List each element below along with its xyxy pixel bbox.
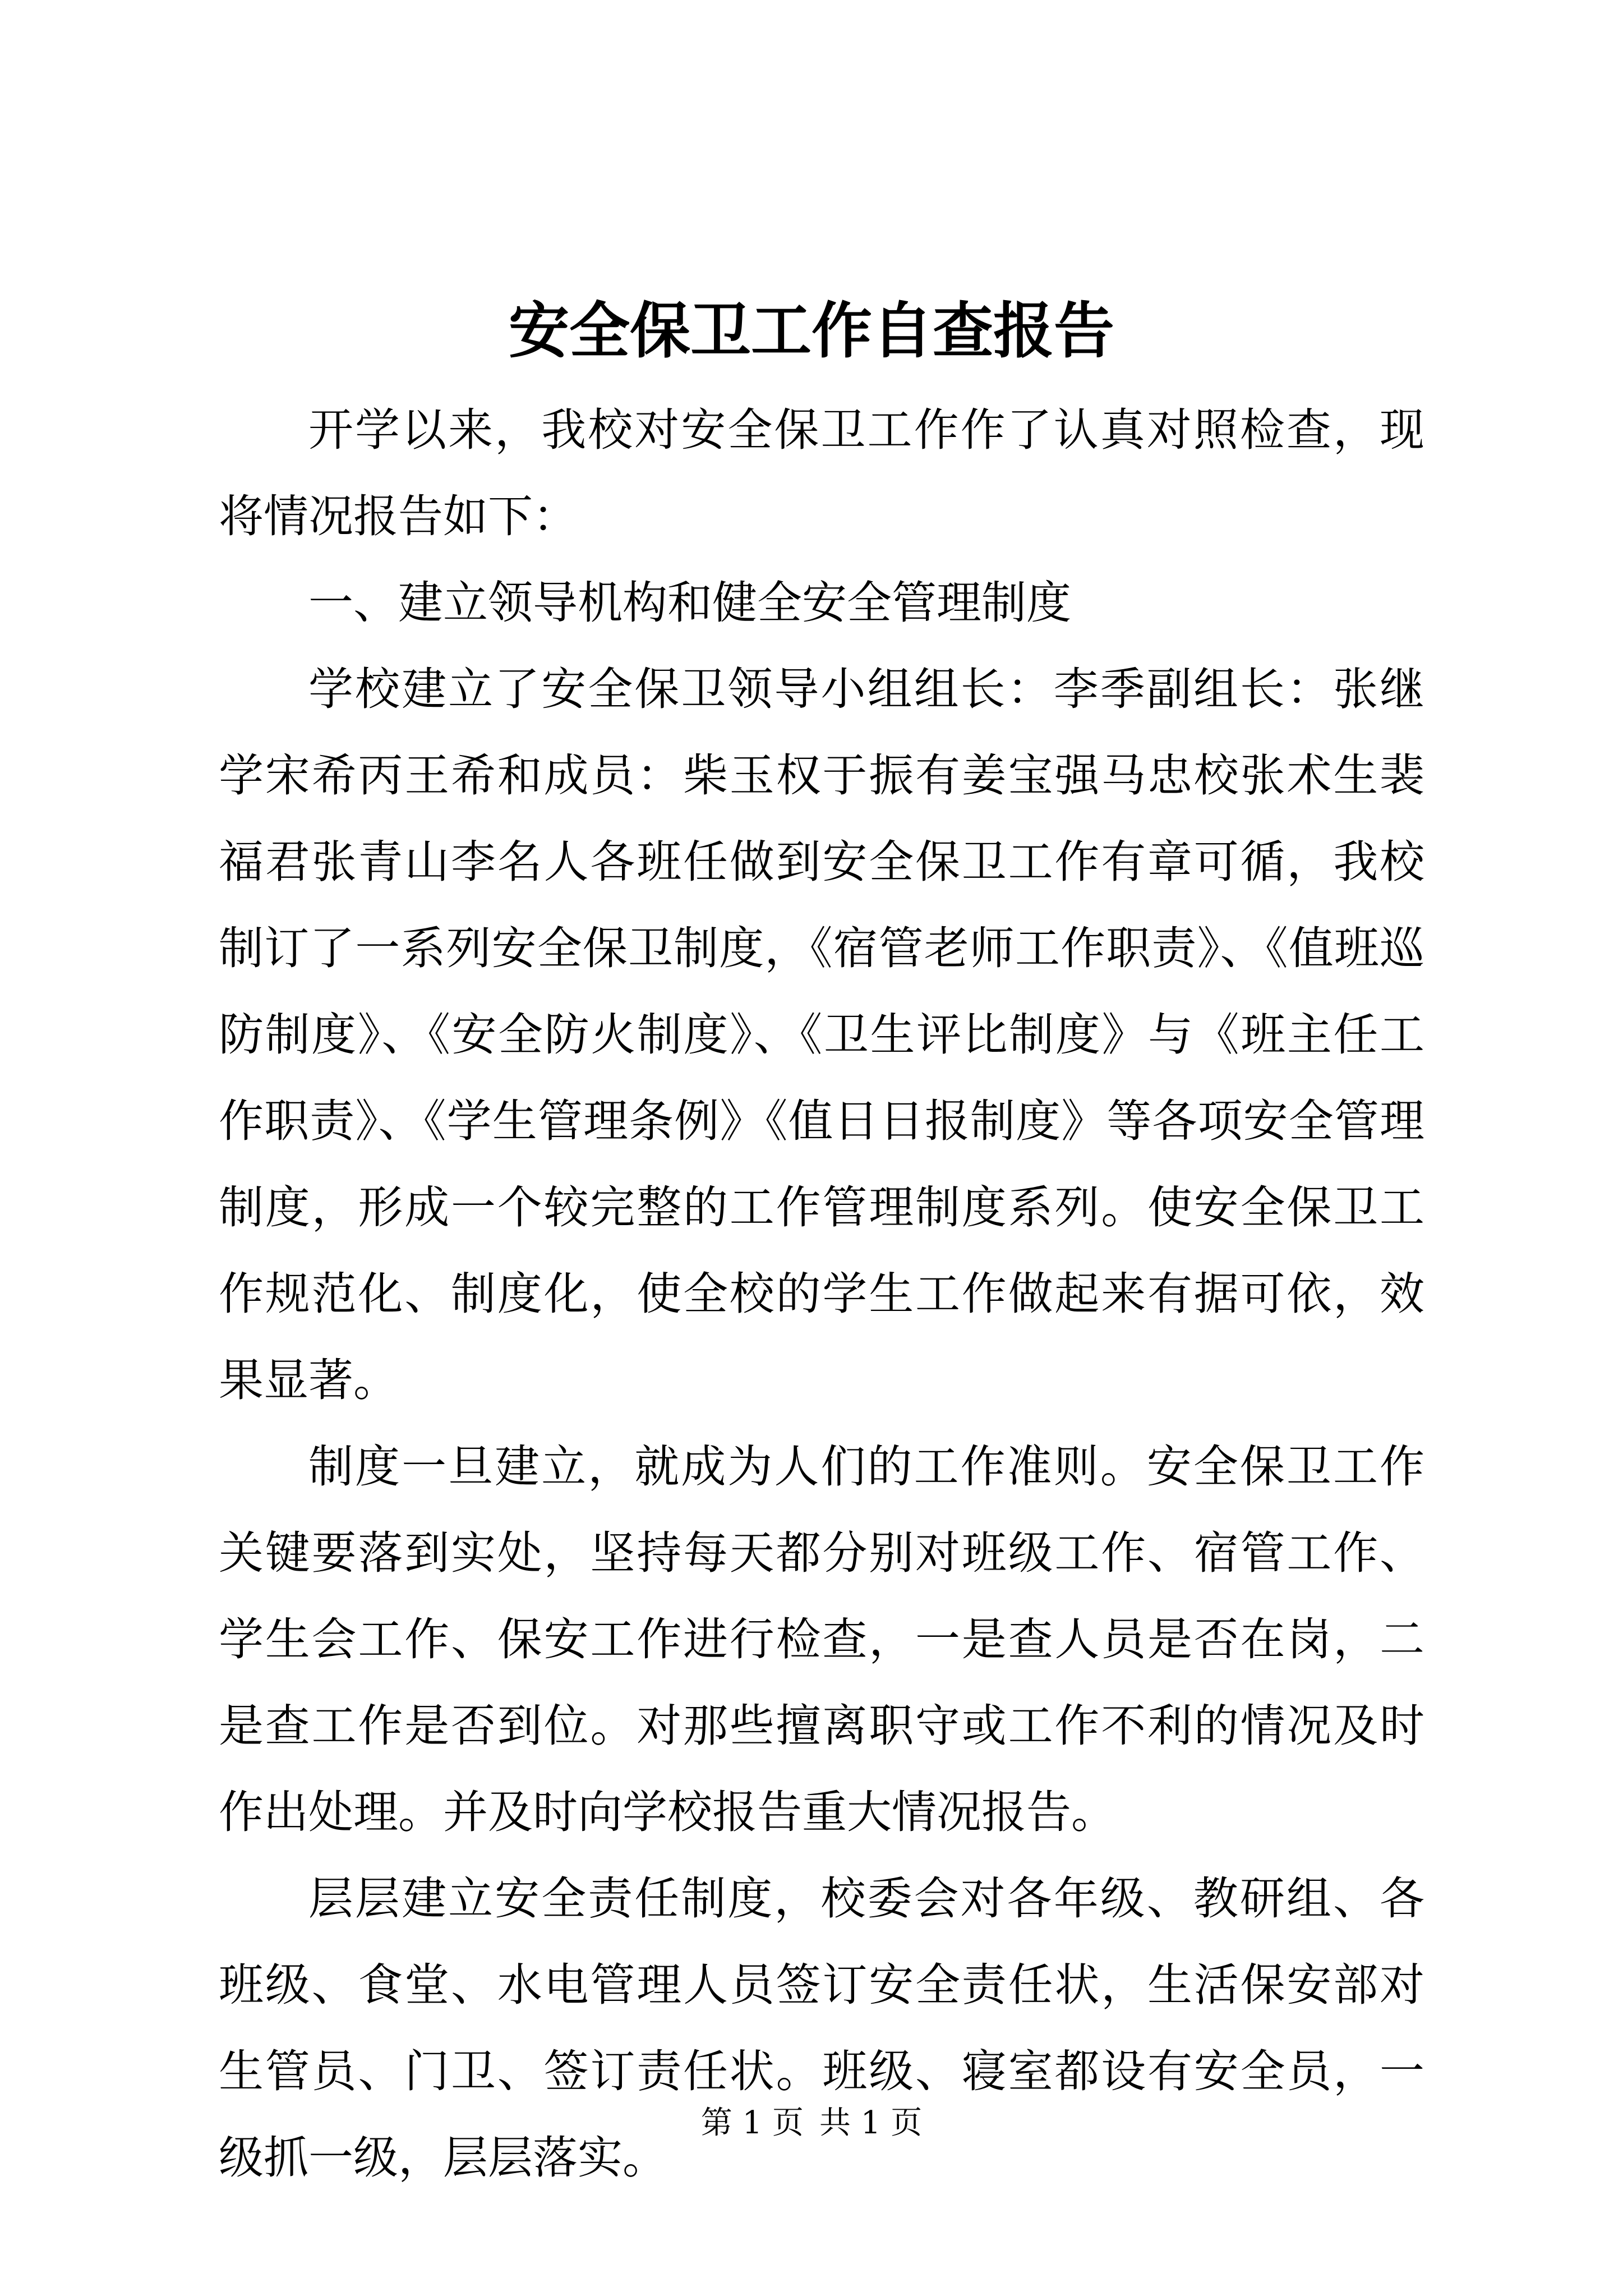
document-body (219, 387, 1424, 2201)
section-heading-1: 一、建立领导机构和健全安全管理制度 (308, 577, 1071, 629)
document-title: 安全保卫工作自查报告 (508, 296, 1114, 366)
paragraph-implementation: 制度一旦建立，就成为人们的工作准则。安全保卫工作关键要落到实处，坚持每天都分别对班级工作、宿管工作、学生会工作、保安工作进行检查，一是查人员是否在岗，二是查工作是否到位。对那些擅离职守或工作不利的情况及时作出处理。并及时向学校报告重大情况报告。 (219, 1441, 1424, 1838)
page-number: 第 1 页 (700, 2105, 804, 2141)
paragraph-intro: 开学以来，我校对安全保卫工作作了认真对照检查，现将情况报告如下： (219, 404, 1424, 542)
paragraph-responsibility: 层层建立安全责任制度，校委会对各年级、教研组、各班级、食堂、水电管理人员签订安全责任状，生活保安部对生管员、门卫、签订责任状。班级、寝室都设有安全员，一级抓一级，层层落实。 (219, 1872, 1424, 2184)
page-footer (0, 2101, 1623, 2146)
page-total: 共 1 页 (819, 2105, 923, 2141)
paragraph-leadership: 学校建立了安全保卫领导小组组长：李季副组长：张继学宋希丙王希和成员：柴玉权于振有姜宝强马忠校张术生裴福君张青山李名人各班任做到安全保卫工作有章可循，我校制订了一系列安全保卫制度，《宿管老师工作职责》、《值班巡防制度》、《安全防火制度》、《卫生评比制度》与《班主任工作职责》、《学生管理条例》《值日日报制度》等各项安全管理制度，形成一个较完整的工作管理制度系列。使安全保卫工作规范化、制度化，使全校的学生工作做起来有据可依，效果显著。 (219, 663, 1424, 1406)
